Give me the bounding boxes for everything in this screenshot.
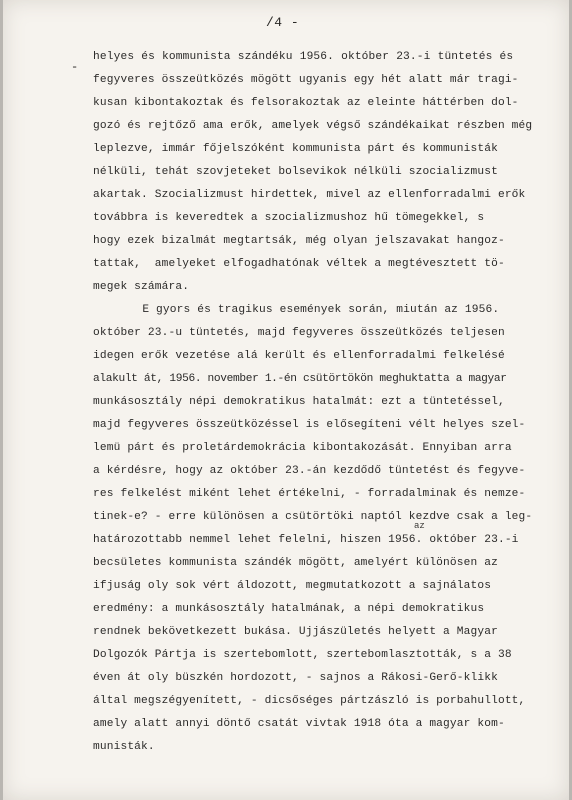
text-line: munisták. (93, 741, 155, 753)
text-line: alakult át, 1956. november 1.-én csütörtökön meghuktatta a magyar (93, 373, 507, 385)
text-line: hogy ezek bizalmát megtartsák, még olyan jelszavakat hangoz- (93, 235, 505, 247)
text-line: megek számára. (93, 281, 190, 293)
text-line: tinek-e? - erre különösen a csütörtöki naptól kezdve csak a leg- (93, 511, 533, 523)
margin-mark: - (71, 60, 79, 74)
text-line: határozottabb nemmel lehet felelni, hiszen 1956. október 23.-i (93, 534, 519, 546)
text-line: a kérdésre, hogy az október 23.-án kezdődő tüntetést és fegyve- (93, 465, 526, 477)
text-line: munkásosztály népi demokratikus hatalmát: ezt a tüntetéssel, (93, 396, 505, 408)
text-line: Dolgozók Pártja is szertebomlott, szertebomlasztották, s a 38 (93, 649, 512, 661)
text-line: fegyveres összeütközés mögött ugyanis egy hét alatt már tragi- (93, 74, 519, 86)
text-line: eredmény: a munkásosztály hatalmának, a népi demokratikus (93, 603, 485, 615)
text-line: amely alatt annyi döntő csatát vivtak 1918 óta a magyar kom- (93, 718, 505, 730)
text-line: rendnek bekövetkezett bukása. Ujjászületés helyett a Magyar (93, 626, 498, 638)
text-line: kusan kibontakoztak és felsorakoztak az eleinte háttérben dol- (93, 97, 519, 109)
page-number: /4 - (266, 15, 300, 30)
interlinear-insert: az (414, 521, 425, 531)
text-line: helyes és kommunista szándéku 1956. október 23.-i tüntetés és (93, 51, 514, 63)
text-line: res felkelést miként lehet értékelni, - forradalminak és nemze- (93, 488, 526, 500)
text-line: tattak, amelyeket elfogadhatónak véltek a megtévesztett tö- (93, 258, 505, 270)
text-line: leplezve, immár főjelszóként kommunista párt és kommunisták (93, 143, 498, 155)
text-line: által megszégyenített, - dicsőséges pártzászló is porbahullott, (93, 695, 526, 707)
text-line: október 23.-u tüntetés, majd fegyveres összeütközés teljesen (93, 327, 505, 339)
body-text (3, 0, 569, 800)
text-line: idegen erők vezetése alá került és ellenforradalmi felkelésé (93, 350, 505, 362)
text-line: akartak. Szocializmust hirdettek, mivel az ellenforradalmi erők (93, 189, 526, 201)
typed-page (3, 0, 569, 800)
text-line: nélküli, tehát szovjeteket bolsevikok nélküli szocializmust (93, 166, 498, 178)
text-line: gozó és rejtőző ama erők, amelyek végső szándékaikat részben még (93, 120, 533, 132)
text-line: lemü párt és proletárdemokrácia kibontakozását. Ennyiban arra (93, 442, 512, 454)
text-line: becsületes kommunista szándék mögött, amelyért különösen az (93, 557, 498, 569)
text-line: éven át oly büszkén hordozott, - sajnos a Rákosi-Gerő-klikk (93, 672, 498, 684)
text-line: ifjuság oly sok vért áldozott, megmutatkozott a sajnálatos (93, 580, 492, 592)
text-line: továbbra is keveredtek a szocializmushoz hű tömegekkel, s (93, 212, 485, 224)
text-line: E gyors és tragikus események során, miután az 1956. (108, 304, 500, 316)
text-line: majd fegyveres összeütközéssel is elősegíteni vélt helyes szel- (93, 419, 526, 431)
